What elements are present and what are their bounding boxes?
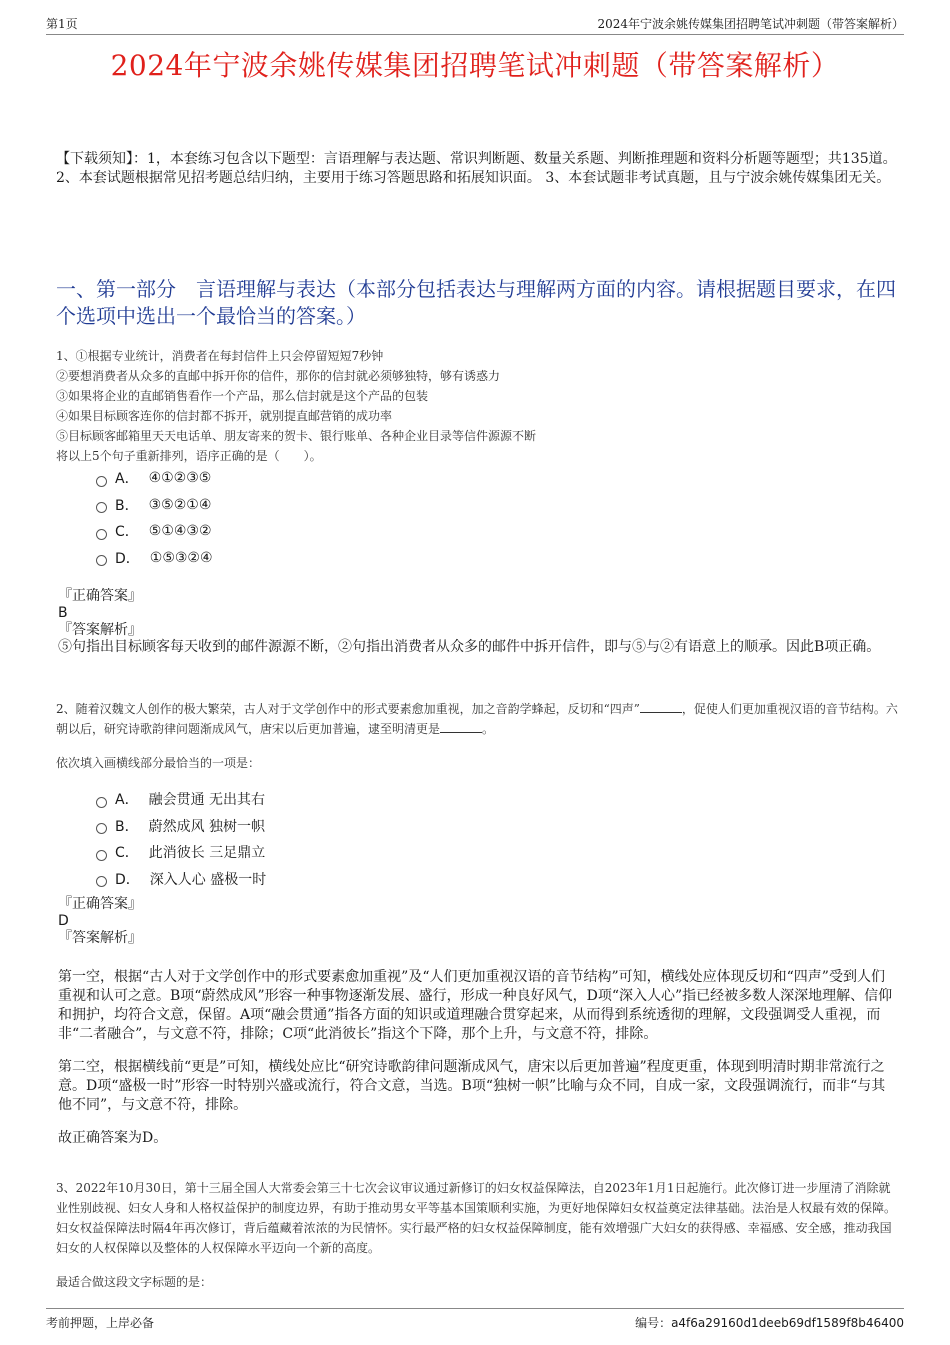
option-text: 深入人心 盛极一时: [149, 871, 267, 888]
question-1-line: ④如果目标顾客连你的信封都不拆开，就别提直邮营销的成功率: [56, 409, 393, 423]
option-letter: C．: [115, 845, 139, 862]
question-2-text: 2、随着汉魏文人创作的极大繁荣，古人对于文学创作中的形式要素愈加重视，加之音韵学蜂起，反切和“四声”: [56, 702, 640, 716]
option-text: ③⑤②①④: [148, 496, 212, 513]
option-a[interactable]: [96, 786, 266, 813]
radio-icon[interactable]: [96, 876, 107, 887]
option-a[interactable]: [96, 465, 213, 492]
option-letter: C．: [115, 524, 139, 541]
question-2-options: [96, 786, 266, 892]
option-letter: B．: [115, 818, 139, 835]
answer-label: 『正确答案』: [58, 896, 142, 912]
option-d[interactable]: [96, 866, 266, 893]
page-header: [46, 12, 904, 35]
question-1-answer: [58, 588, 900, 656]
option-letter: D．: [115, 871, 140, 888]
option-text: 融会贯通 无出其右: [148, 792, 266, 809]
option-c[interactable]: [96, 839, 266, 866]
header-doc-title: 2024年宁波余姚传媒集团招聘笔试冲刺题（带答案解析）: [597, 17, 904, 31]
option-d[interactable]: [96, 545, 213, 572]
fill-blank: [640, 700, 682, 713]
download-notice: 【下载须知】：1，本套练习包含以下题型：言语理解与表达题、常识判断题、数量关系题、判断推理题和资料分析题等题型；共135道。 2、本套试题根据常见招考题总结归纳，主要用于练习答题思路和拓展知识面。 3、本套试题非考试真题，且与宁波余姚传媒集团无关。: [56, 151, 897, 186]
question-1-line: ③如果将企业的直邮销售看作一个产品，那么信封就是这个产品的包装: [56, 389, 429, 403]
option-text: 蔚然成风 独树一帜: [148, 818, 266, 835]
option-b[interactable]: [96, 492, 213, 519]
option-letter: A．: [115, 792, 139, 809]
option-c[interactable]: [96, 518, 213, 545]
analysis-label: 『答案解析』: [58, 930, 142, 946]
question-2-analysis: [58, 968, 896, 1162]
option-b[interactable]: [96, 813, 266, 840]
question-2-text: ，促使人们更加重视汉语的音节结构。六朝以后，研究诗歌韵律问题渐成风气，唐宋以后更加普遍，逮至明清更是: [56, 702, 898, 736]
question-1-line: ⑤目标顾客邮箱里天天电话单、朋友寄来的贺卡、银行账单、各种企业目录等信件源源不断: [56, 429, 537, 443]
question-3-stem: 3、2022年10月30日，第十三届全国人大常委会第三十七次会议审议通过新修订的妇女权益保障法，自2023年1月1日起施行。此次修订进一步厘清了消除就业性别歧视、妇女人身和人格权益保护的制度边界，有助于推动男女平等基本国策顺利实施，为更好地保障妇女权益奠定法律基础。法治是人权最有效的保障。妇女权益保障法时隔4年再次修订，背后蕴藏着浓浓的为民情怀。实行最严格的妇女权益保障制度，能有效增强广大妇女的获得感、幸福感、安全感，推动我国妇女的人权保障以及整体的人权保障水平迈向一个新的高度。: [56, 1181, 897, 1255]
document-code: 编号：a4f6a29160d1deeb69df1589f8b46400: [635, 1316, 904, 1330]
radio-icon[interactable]: [96, 502, 107, 513]
document-title: 2024年宁波余姚传媒集团招聘笔试冲刺题（带答案解析）: [110, 49, 840, 82]
radio-icon[interactable]: [96, 529, 107, 540]
radio-icon[interactable]: [96, 850, 107, 861]
answer-label: 『正确答案』: [58, 588, 142, 604]
analysis-paragraph: 故正确答案为D。: [58, 1130, 168, 1146]
analysis-text: ⑤句指出目标顾客每天收到的邮件源源不断，②句指出消费者从众多的邮件中拆开信件，即与⑤与②有语意上的顺承。因此B项正确。: [58, 639, 881, 655]
page-footer: [46, 1308, 904, 1331]
question-2-text: 。: [482, 722, 495, 736]
analysis-label: 『答案解析』: [58, 622, 142, 638]
radio-icon[interactable]: [96, 476, 107, 487]
option-text: 此消彼长 三足鼎立: [148, 845, 266, 862]
question-1-line: 将以上5个句子重新排列，语序正确的是（ ）。: [56, 449, 322, 463]
question-3-prompt: 最适合做这段文字标题的是：: [56, 1275, 213, 1289]
option-text: ④①②③⑤: [148, 470, 212, 487]
question-1-line: 1、①根据专业统计，消费者在每封信件上只会停留短短7秒钟: [56, 349, 384, 363]
radio-icon[interactable]: [96, 797, 107, 808]
question-1-line: ②要想消费者从众多的直邮中拆开你的信件，那你的信封就必须够独特，够有诱惑力: [56, 369, 501, 383]
question-2-answer: [58, 896, 900, 947]
answer-value: B: [58, 605, 68, 621]
option-letter: D．: [115, 550, 140, 567]
question-1-options: [96, 465, 213, 571]
analysis-paragraph: 第二空，根据横线前“更是”可知，横线处应比“研究诗歌韵律问题渐成风气，唐宋以后更加普遍”程度更重，体现到明清时期非常流行之意。D项“盛极一时”形容一时特别兴盛或流行，符合文意，当选。B项“独树一帜”比喻与众不同，自成一家，文段强调流行，而非“与其他不同”，与文意不符，排除。: [58, 1059, 886, 1113]
page-number: 第1页: [46, 17, 78, 31]
question-1-stem: [56, 346, 898, 466]
option-text: ⑤①④③②: [148, 523, 212, 540]
option-letter: A．: [115, 471, 139, 488]
question-2-prompt: 依次填入画横线部分最恰当的一项是：: [56, 756, 261, 770]
option-text: ①⑤③②④: [149, 549, 213, 566]
answer-value: D: [58, 913, 69, 929]
footer-slogan: 考前押题，上岸必备: [46, 1316, 155, 1330]
question-2-stem: [56, 699, 898, 739]
radio-icon[interactable]: [96, 823, 107, 834]
radio-icon[interactable]: [96, 555, 107, 566]
option-letter: B．: [115, 497, 139, 514]
section-heading: 一、第一部分 言语理解与表达（本部分包括表达与理解两方面的内容。请根据题目要求，在四个选项中选出一个最恰当的答案。）: [56, 277, 896, 328]
analysis-paragraph: 第一空，根据“古人对于文学创作中的形式要素愈加重视”及“人们更加重视汉语的音节结构”可知，横线处应体现反切和“四声”受到人们重视和认可之意。B项“蔚然成风”形容一种事物逐渐发展、盛行，形成一种良好风气，D项“深入人心”指已经被多数人深深地理解、信仰和拥护，均符合文意，保留。A项“融会贯通”指各方面的知识或道理融合贯穿起来，从而得到系统透彻的理解，文段强调受人重视，而非“二者融合”，与文意不符，排除；C项“此消彼长”指这个下降，那个上升，与文意不符，排除。: [58, 969, 893, 1042]
fill-blank: [440, 720, 482, 733]
